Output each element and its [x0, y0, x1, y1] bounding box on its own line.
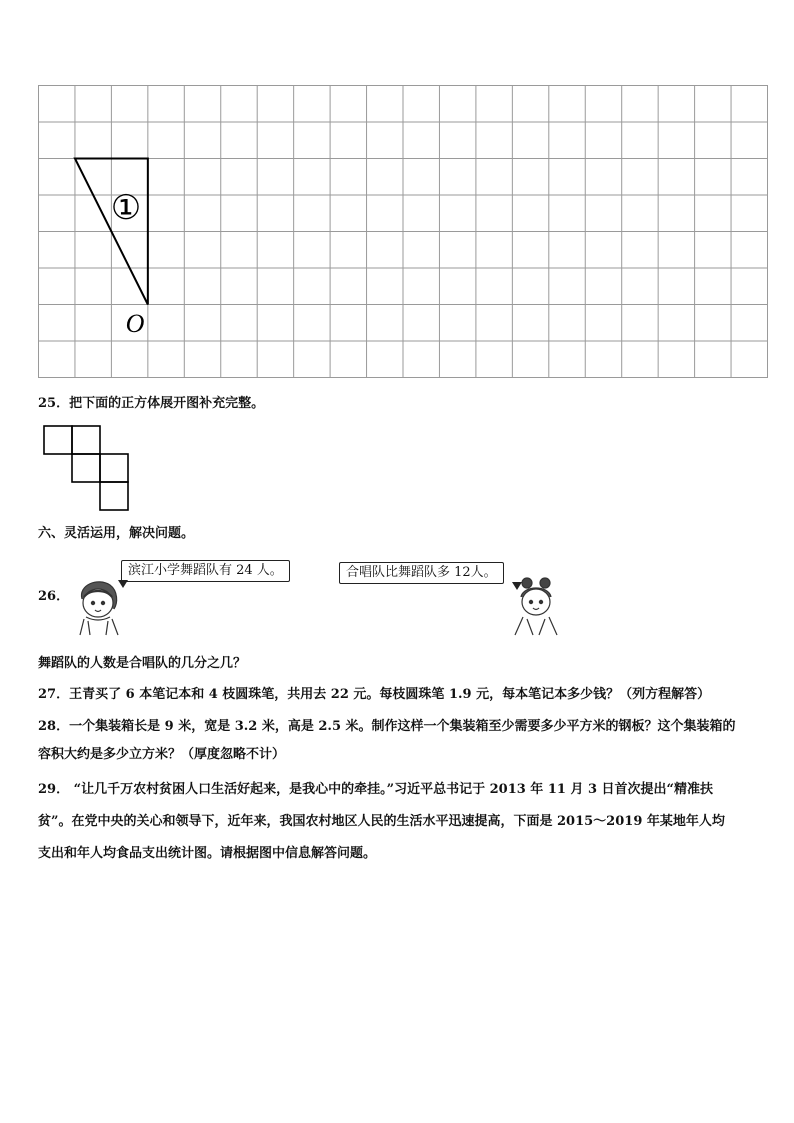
- q26-number: 26．: [38, 589, 70, 604]
- q26-question: 舞蹈队的人数是合唱队的几分之几？: [38, 656, 247, 671]
- cube-net-squares: [44, 426, 128, 510]
- section-six-title: 六、灵活运用，解决问题。: [38, 526, 195, 541]
- q25-number: 25．: [38, 396, 70, 411]
- grid-figure: [0, 0, 794, 390]
- q28-line-1: 28．一个集装箱长是 9 米，宽是 3.2 米，高是 2.5 米。制作这样一个集装箱至少需要多少平方米的钢板？这个集装箱的: [38, 719, 736, 734]
- q28-line-2: 容积大约是多少立方米？（厚度忽略不计）: [38, 747, 286, 762]
- girl-left-illustration: [68, 575, 130, 637]
- cube-net-figure: [0, 420, 180, 520]
- girl-right-illustration: [505, 575, 567, 637]
- triangle-label: ①: [110, 188, 142, 228]
- right-speech-bubble: 合唱队比舞蹈队多 12人。: [339, 562, 504, 584]
- point-o-label: O: [125, 309, 145, 338]
- left-speech-bubble: 滨江小学舞蹈队有 24 人。: [121, 560, 290, 582]
- q29-line-1: 29． “让几千万农村贫困人口生活好起来，是我心中的牵挂。”习近平总书记于 2013 年 11 月 3 日首次提出“精准扶: [38, 782, 714, 797]
- q25-line: [38, 395, 264, 413]
- q29-line-2: 贫”。在党中央的关心和领导下，近年来，我国农村地区人民的生活水平迅速提高，下面是 2015～2019 年某地年人均: [38, 814, 725, 829]
- q25-text: 把下面的正方体展开图补充完整。: [69, 396, 265, 411]
- q27-text: 27．王青买了 6 本笔记本和 4 枝圆珠笔，共用去 22 元。每枝圆珠笔 1.9 元，每本笔记本多少钱？（列方程解答）: [38, 687, 711, 702]
- q29-line-3: 支出和年人均食品支出统计图。请根据图中信息解答问题。: [38, 846, 377, 861]
